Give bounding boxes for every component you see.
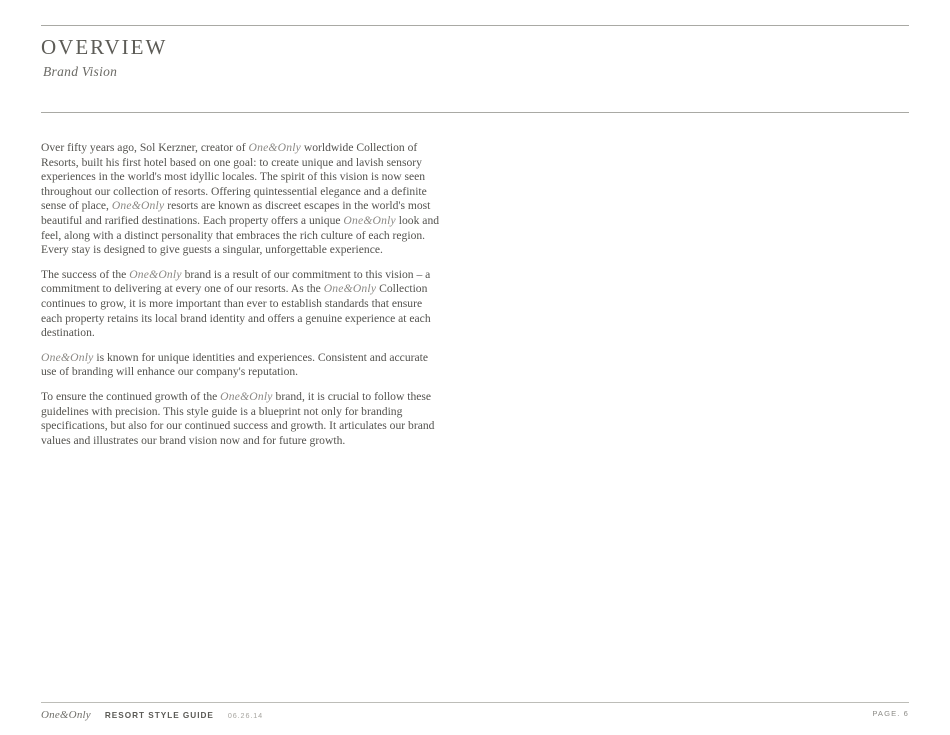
footer-left-group <box>41 709 263 721</box>
page-title: OVERVIEW <box>41 35 168 59</box>
paragraph-text: The success of the <box>41 267 130 281</box>
brand-wordmark: One&Only <box>323 282 377 296</box>
paragraph-text: is known for unique identities and experiences. Consistent and accurate use of branding will enhance our company's reputation. <box>41 350 428 379</box>
paragraph-text: resorts are known as discreet escapes in the world's most beautiful and rarified destinations. Each property offers a unique <box>41 199 431 227</box>
paragraph-text: brand, it is crucial to follow these guidelines with precision. This style guide is a blueprint not only for branding specifications, but also for our continued success and growth. It articulates our brand values and illustrates our brand vision now and for future growth. <box>41 389 435 447</box>
page-subtitle: Brand Vision <box>43 64 118 80</box>
brand-wordmark: One&Only <box>220 389 273 403</box>
footer-rule <box>41 702 909 703</box>
footer-guide-label: RESORT STYLE GUIDE <box>104 711 214 720</box>
paragraph-text: Over fifty years ago, Sol Kerzner, creator of <box>41 141 249 154</box>
paragraph-2 <box>41 268 443 341</box>
top-rule <box>41 25 909 26</box>
brand-wordmark: One&Only <box>343 213 396 227</box>
brand-wordmark: One&Only <box>248 141 301 154</box>
paragraph-4 <box>41 390 443 448</box>
paragraph-text: look and feel, along with a distinct personality that embraces the rich culture of each region. Every stay is designed to give guests a singular, unforgettable experience. <box>41 213 440 257</box>
footer-date: 06.26.14 <box>227 711 264 720</box>
paragraph-text: worldwide Collection of Resorts, built his first hotel based on one goal: to create unique and lavish sensory experiences in the world's most idyllic locales. The spirit of this vision is now seen throughout our collection of resorts. Offering quintessential elegance and a definite sense of place, <box>41 141 427 213</box>
footer-brand-mark: One&Only <box>41 709 91 721</box>
title-block <box>41 36 167 80</box>
paragraph-text: To ensure the continued growth of the <box>41 389 221 403</box>
brand-wordmark: One&Only <box>111 199 165 213</box>
page-footer <box>41 709 909 725</box>
title-divider-rule <box>41 112 909 113</box>
paragraph-text: brand is a result of our commitment to this vision – a commitment to delivering at every one of our resorts. As the <box>41 267 431 296</box>
body-column <box>41 141 443 448</box>
footer-page-number: PAGE. 6 <box>872 709 909 718</box>
brand-wordmark: One&Only <box>41 350 94 364</box>
paragraph-3 <box>41 351 443 380</box>
paragraph-1 <box>41 141 443 258</box>
brand-wordmark: One&Only <box>129 267 182 281</box>
paragraph-text: Collection continues to grow, it is more important than ever to establish standards that ensure each property retains its local brand identity and offers a genuine experience at each destination. <box>41 282 431 340</box>
